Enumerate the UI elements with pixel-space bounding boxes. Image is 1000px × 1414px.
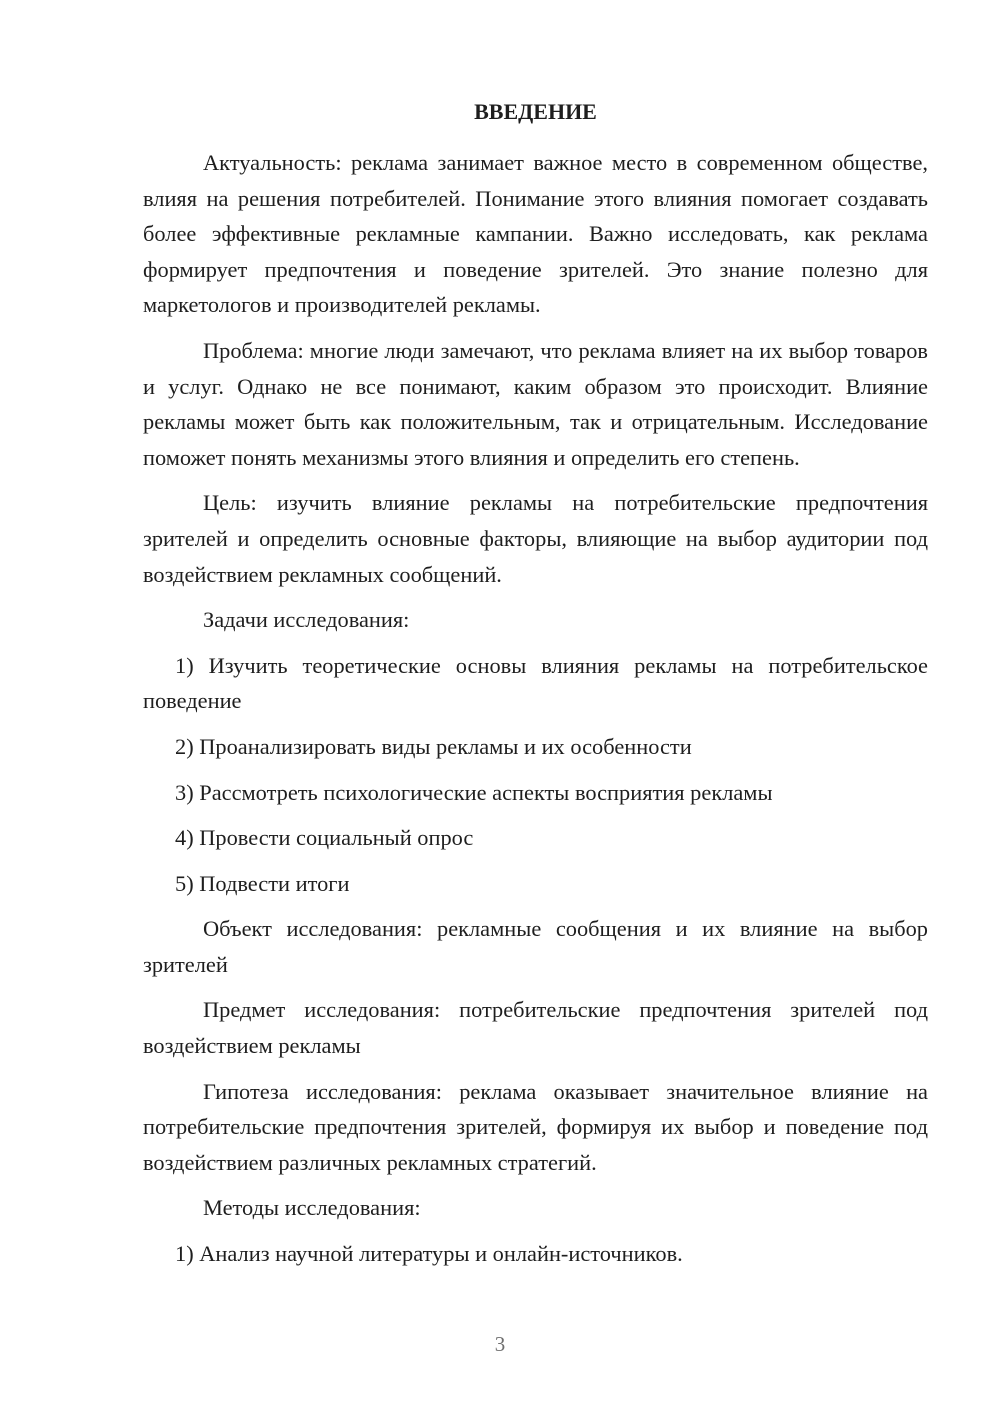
task-item-4: 4) Провести социальный опрос <box>175 825 474 851</box>
method-item-1: 1) Анализ научной литературы и онлайн-источников. <box>175 1241 683 1267</box>
paragraph-subject: Предмет исследования: потребительские предпочтения зрителей под воздействием рекламы <box>143 997 928 1059</box>
methods-heading: Методы исследования: <box>203 1195 421 1221</box>
task-item-3: 3) Рассмотреть психологические аспекты восприятия рекламы <box>175 779 773 805</box>
page-number: 3 <box>494 1332 506 1356</box>
paragraph-hypothesis: Гипотеза исследования: реклама оказывает значительное влияние на потребительские предпочтения зрителей, формируя их выбор и поведение под воздействием различных рекламных стратегий. <box>143 1078 928 1175</box>
document-page <box>143 94 928 1282</box>
task-item-1: 1) Изучить теоретические основы влияния рекламы на потребительское поведение <box>143 652 928 714</box>
paragraph-object: Объект исследования: рекламные сообщения и их влияние на выбор зрителей <box>143 916 928 977</box>
task-item-5: 5) Подвести итоги <box>175 870 350 896</box>
tasks-heading: Задачи исследования: <box>203 607 410 633</box>
paragraph-problem: Проблема: многие люди замечают, что реклама влияет на их выбор товаров и услуг. Однако не все понимают, каким образом это происходит. Влияние рекламы может быть как положительным, так и отрицательным. Исследование поможет понять механизмы этого влияния и определить его степень. <box>143 337 928 470</box>
task-item-2: 2) Проанализировать виды рекламы и их особенности <box>175 733 692 759</box>
page-title: ВВЕДЕНИЕ <box>474 99 597 124</box>
paragraph-relevance: Актуальность: реклама занимает важное место в современном обществе, влияя на решения потребителей. Понимание этого влияния помогает создавать более эффективные рекламные кампании. Важно исследовать, как реклама формирует предпочтения и поведение зрителей. Это знание полезно для маркетологов и производителей рекламы. <box>143 150 928 318</box>
paragraph-goal: Цель: изучить влияние рекламы на потребительские предпочтения зрителей и определить основные факторы, влияющие на выбор аудитории под воздействием рекламных сообщений. <box>143 490 928 587</box>
